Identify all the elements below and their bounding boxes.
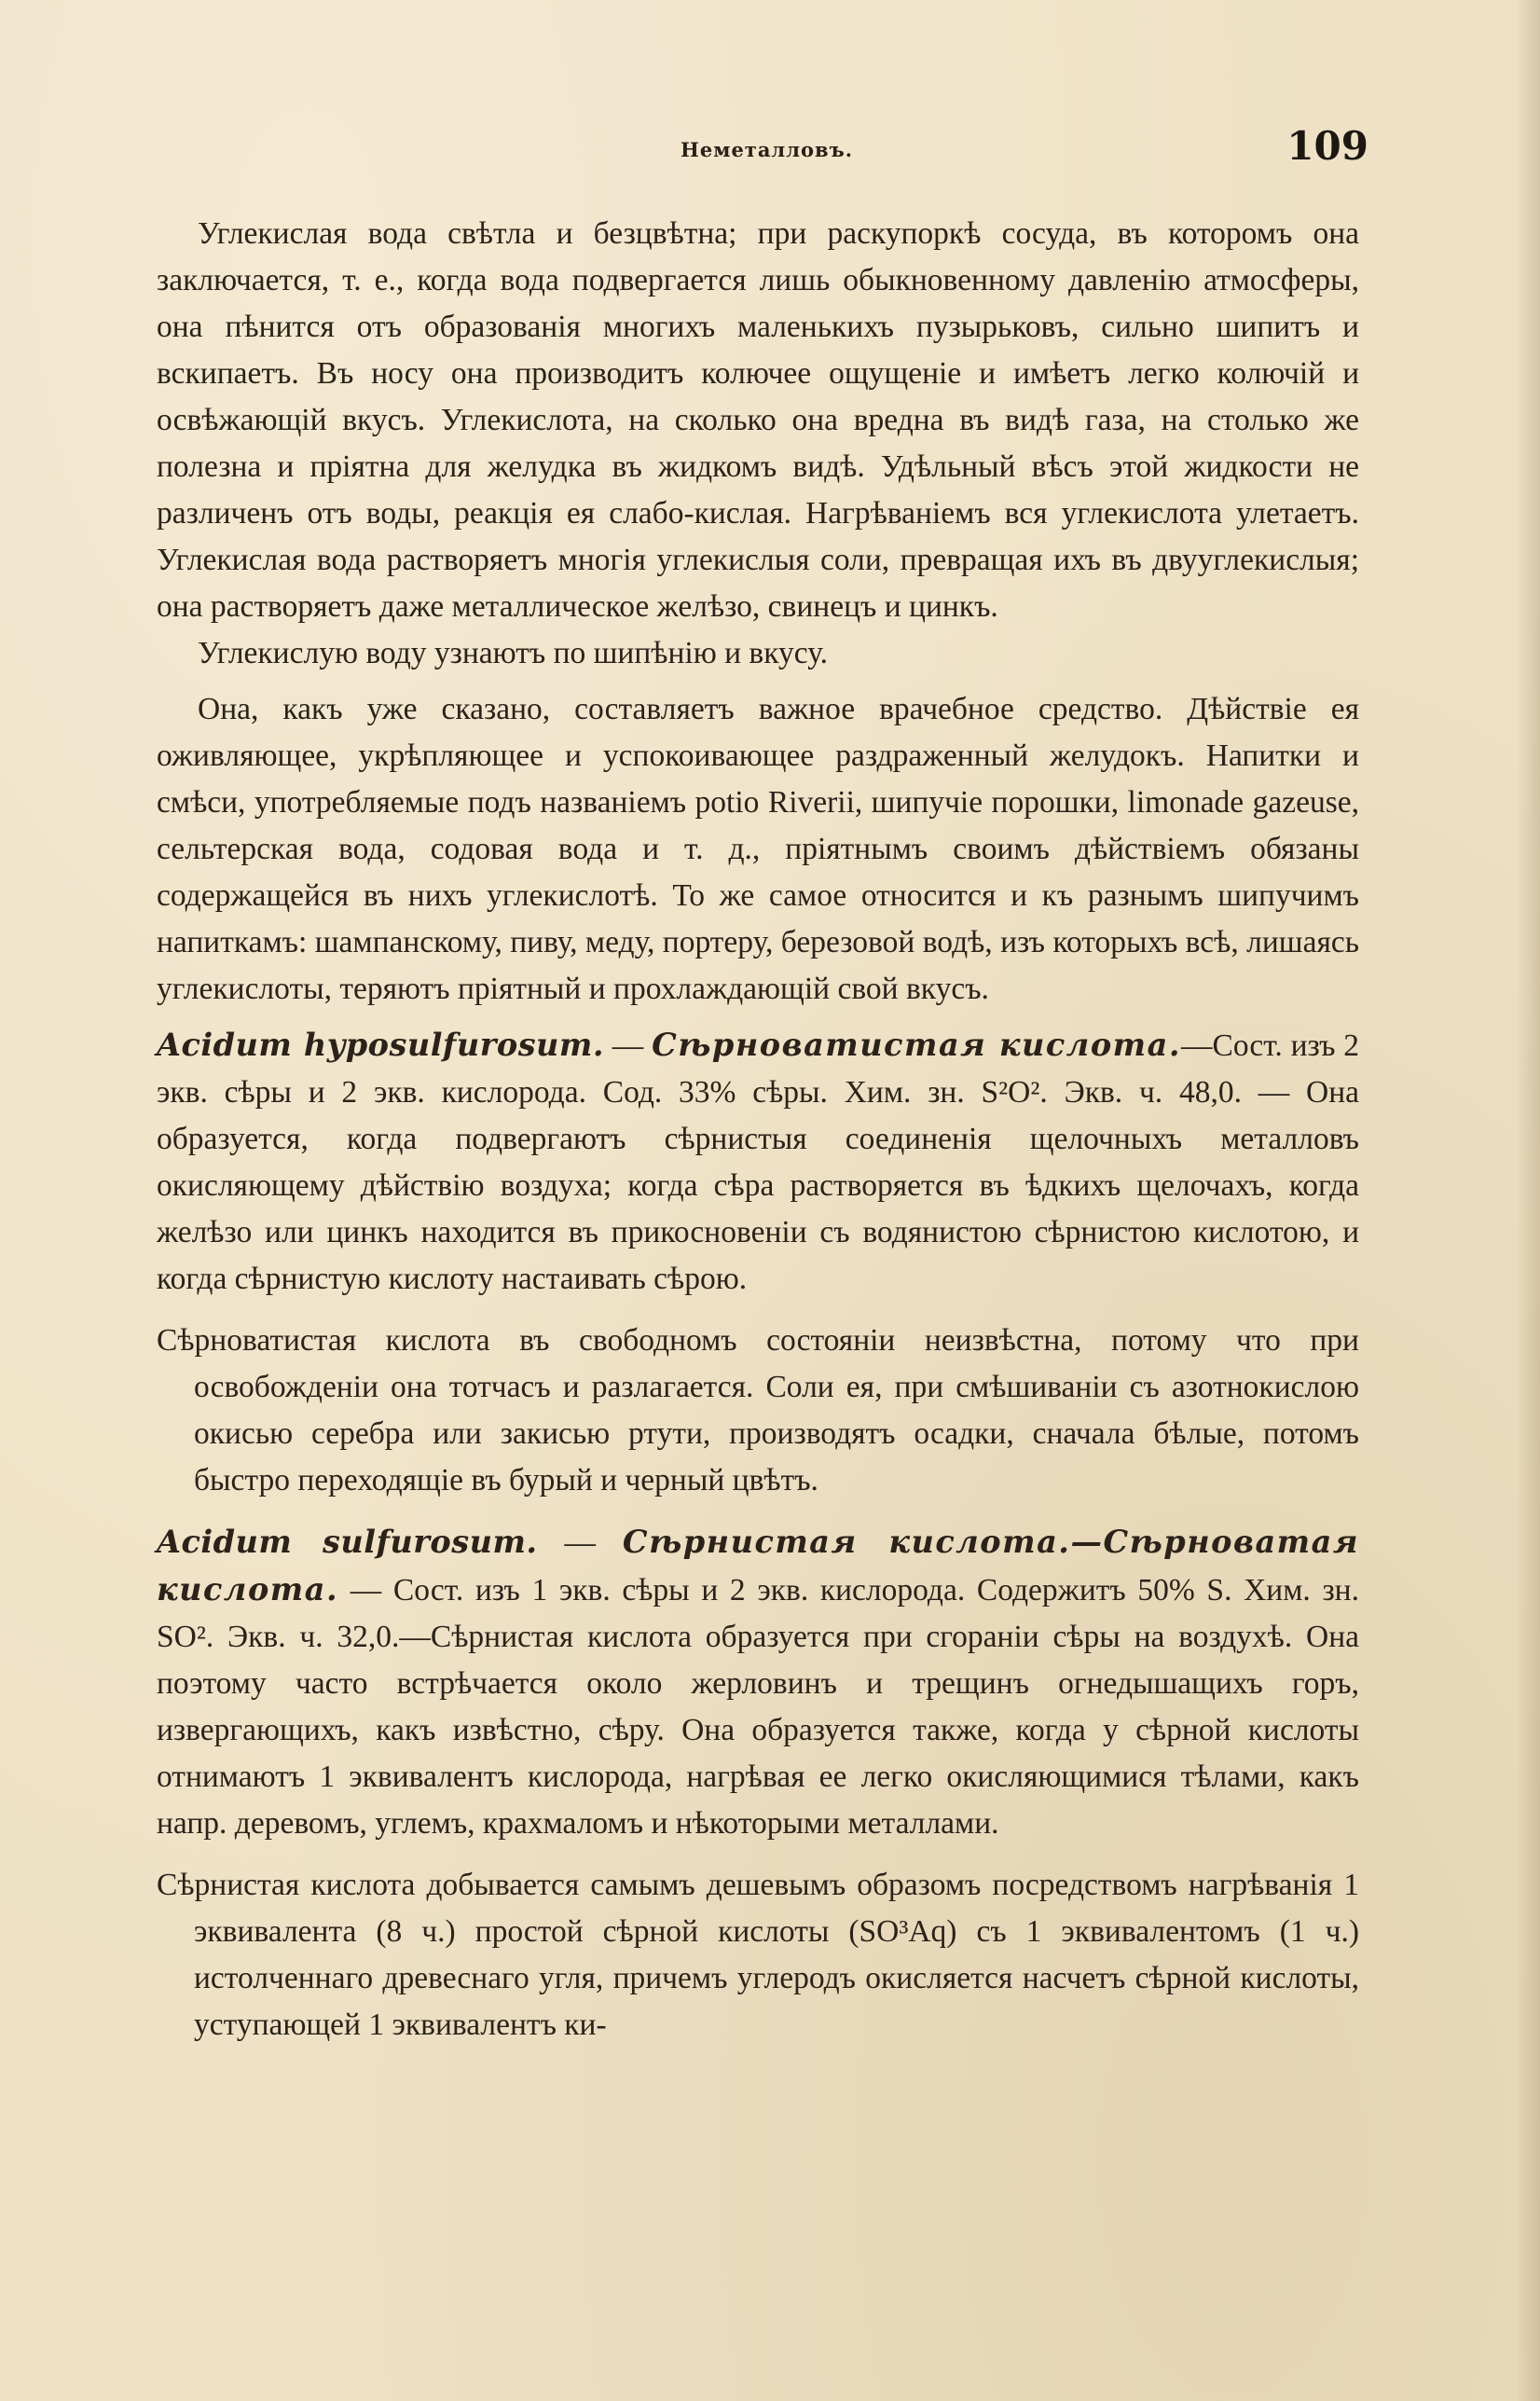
entry-dash: — — [537, 1525, 623, 1560]
entry-text: —Сост. изъ 2 экв. сѣры и 2 экв. кислорода. Сод. 33% сѣры. Хим. зн. S²O². Экв. ч. 48,0. — Она образуется, когда подвергаютъ сѣрнистыя соединенія щелочныхъ металловъ окисляющему дѣйствію воздуха; когда сѣра растворяется въ ѣдкихъ щелочахъ, когда желѣзо или цинкъ находится въ прикосновеніи съ водянистою сѣрнистою кислотою, и когда сѣрнистую кислоту настаивать сѣрою. — [157, 1028, 1360, 1296]
paragraph-sulfurous-preparation: Сѣрнистая кислота добывается самымъ дешевымъ образомъ посредствомъ нагрѣванія 1 эквивалента (8 ч.) простой сѣрной кислоты (SO³Aq) съ 1 эквивалентомъ (1 ч.) истолченнаго древеснаго угля, причемъ углеродъ окисляется насчетъ сѣрной кислоты, уступающей 1 эквивалентъ ки- — [157, 1868, 1359, 2042]
paragraph-carbonated-water: Углекислая вода свѣтла и безцвѣтна; при раскупоркѣ сосуда, въ которомъ она заключается, т. е., когда вода подвергается лишь обыкновенному давленію атмосферы, она пѣнится отъ образованія многихъ маленькихъ пузырьковъ, сильно шипитъ и вскипаетъ. Въ носу она производитъ колючее ощущеніе и имѣетъ легко колючій и освѣжающій вкусъ. Углекислота, на сколько она вредна въ видѣ газа, на столько же полезна и пріятна для желудка въ жидкомъ видѣ. Удѣльный вѣсъ этой жидкости не различенъ отъ воды, реакція ея слабо-кислая. Нагрѣваніемъ вся углекислота улетаетъ. Углекислая вода растворяетъ многія углекислыя соли, превращая ихъ въ двууглекислыя; она растворяетъ даже металлическое желѣзо, свинецъ и цинкъ. — [157, 216, 1359, 624]
running-title: Неметалловъ. — [681, 138, 854, 161]
entry-latin-name: Acidum sulfurosum. — [157, 1524, 538, 1560]
entry-latin-name: Acidum hyposulfurosum. — [157, 1027, 605, 1063]
entry-hyposulfurous-acid — [157, 1022, 1359, 1303]
entry-dash: — — [604, 1028, 653, 1063]
entry-russian-name: Сѣрноватистая кислота. — [652, 1027, 1181, 1063]
paragraph-medical-use: Она, какъ уже сказано, составляетъ важное врачебное средство. Дѣйствіе ея оживляющее, укрѣпляющее и успокоивающее раздраженный желудокъ. Напитки и смѣси, употребляемые подъ названіемъ potio Riverii, шипучіе порошки, limonade gazeuse, сельтерская вода, содовая вода и т. д., пріятнымъ своимъ дѣйствіемъ обязаны содержащейся въ нихъ углекислотѣ. То же самое относится и къ разнымъ шипучимъ напиткамъ: шампанскому, пиву, меду, портеру, березовой водѣ, изъ которыхъ всѣ, лишаясь углекислоты, теряютъ пріятный и прохлаждающій свой вкусъ. — [157, 692, 1359, 1006]
body-text — [157, 211, 1359, 2049]
paragraph-recognition: Углекислую воду узнаютъ по шипѣнію и вкусу. — [198, 636, 828, 670]
entry-sulfurous-acid — [157, 1519, 1359, 1847]
page-number: 109 — [1286, 123, 1368, 169]
entry-russian-name: Сѣрнистая кислота.—Сѣрноватая кислота. — [157, 1524, 1359, 1608]
entry-text: — Сост. изъ 1 экв. сѣры и 2 экв. кислорода. Содержитъ 50% S. Хим. зн. SO². Экв. ч. 32,0.—Сѣрнистая кислота образуется при сгораніи сѣры на воздухѣ. Она поэтому часто встрѣчается около жерловинъ и трещинъ огнедышащихъ горъ, извергающихъ, какъ извѣстно, сѣру. Она образуется также, когда у сѣрной кислоты отнимаютъ 1 эквивалентъ кислорода, нагрѣвая ее легко окисляющимися тѣлами, какъ напр. деревомъ, углемъ, крахмаломъ и нѣкоторыми металлами. — [157, 1573, 1359, 1841]
page-edge-shadow — [1516, 0, 1540, 2401]
page-header — [149, 123, 1368, 179]
paragraph-hyposulfurous-properties: Сѣрноватистая кислота въ свободномъ состояніи неизвѣстна, потому что при освобожденіи она тотчасъ и разлагается. Соли ея, при смѣшиваніи съ азотнокислою окисью серебра или закисью ртути, производятъ осадки, сначала бѣлые, потомъ быстро переходящіе въ бурый и черный цвѣтъ. — [157, 1323, 1359, 1497]
